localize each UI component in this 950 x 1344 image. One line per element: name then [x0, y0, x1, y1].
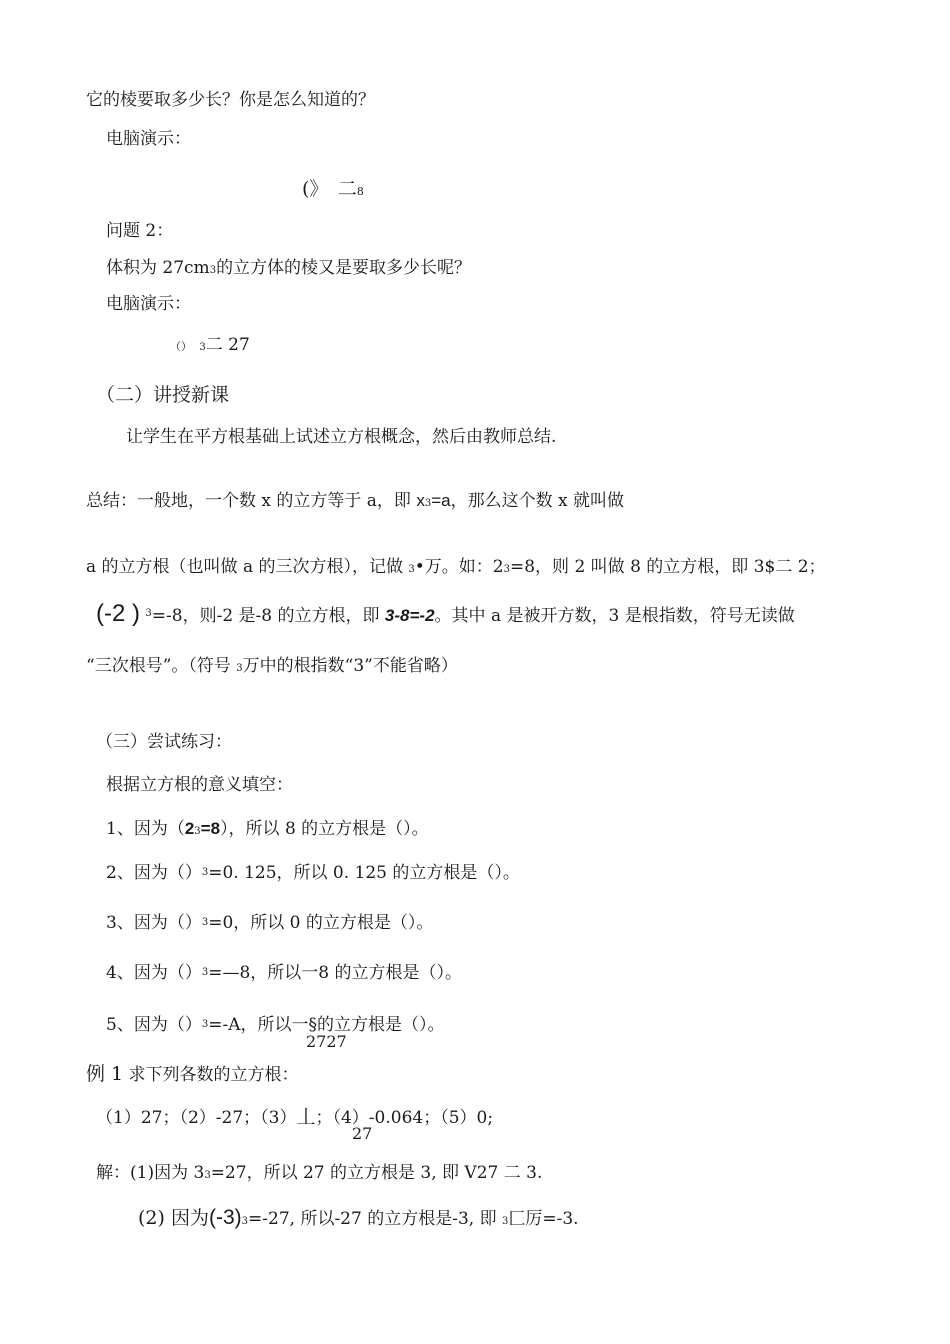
exercise-item: 2、因为（）$^3$=0. 125，所以 0. 125 的立方根是（）。 [106, 863, 520, 883]
section-heading: （三）尝试练习： [96, 732, 232, 752]
text-line: a 的立方根（也叫做 a 的三次方根），记做 3•万。如：23=8，则 2 叫做 8 的立方根，即 3$二 2； [86, 557, 826, 577]
formula: （） 3二 27 [170, 335, 250, 355]
text-line: 问题 2： [106, 221, 174, 241]
solution-line: (2) 因为(-3)3=-27, 所以-27 的立方根是-3, 即 3匚厉=-3. [138, 1206, 579, 1229]
exercise-item: 3、因为（）$^3$=0，所以 0 的立方根是（）。 [106, 913, 434, 933]
text-line: (-2 ) $^3$=-8，则-2 是-8 的立方根，即 3-8=-2。其中 a 是被开方数，3 是根指数，符号无读做 [96, 600, 795, 627]
text-line: 让学生在平方根基础上试述立方根概念，然后由教师总结. [126, 427, 557, 447]
text-line: “三次根号”。（符号 3万中的根指数“3”不能省略） [86, 656, 458, 676]
exercise-item: 1、因为（23=8），所以 8 的立方根是（）。 [106, 819, 429, 839]
text-line: 电脑演示： [106, 294, 191, 314]
example-heading: 例 1 求下列各数的立方根： [86, 1063, 299, 1085]
solution-line: 解：(1)因为 33=27，所以 27 的立方根是 3, 即 V27 二 3. [96, 1163, 543, 1183]
exercise-item: 5、因为（）$^3$=-A，所以一§的立方根是（）。 [106, 1015, 445, 1035]
section-heading: （二）讲授新课 [96, 384, 230, 406]
text-line: 它的棱要取多少长？你是怎么知道的？ [86, 90, 375, 110]
text-line: 电脑演示： [106, 129, 191, 149]
text-line: 体积为 27cm3的立方体的棱又是要取多少长呢？ [106, 258, 472, 278]
example-items: （1）27；（2）-27；（3）丄；（4）-0.064；（5）0; [96, 1106, 494, 1128]
formula: (》 二8 [302, 178, 364, 200]
text-line: 根据立方根的意义填空： [106, 775, 293, 795]
fraction-denominator: 2727 [306, 1032, 347, 1051]
text-line: 总结：一般地，一个数 x 的立方等于 a，即 x3=a，那么这个数 x 就叫做 [86, 491, 625, 511]
fraction-denominator: 27 [352, 1124, 373, 1143]
exercise-item: 4、因为（）$^3$=—8，所以一8 的立方根是（）。 [106, 963, 462, 983]
